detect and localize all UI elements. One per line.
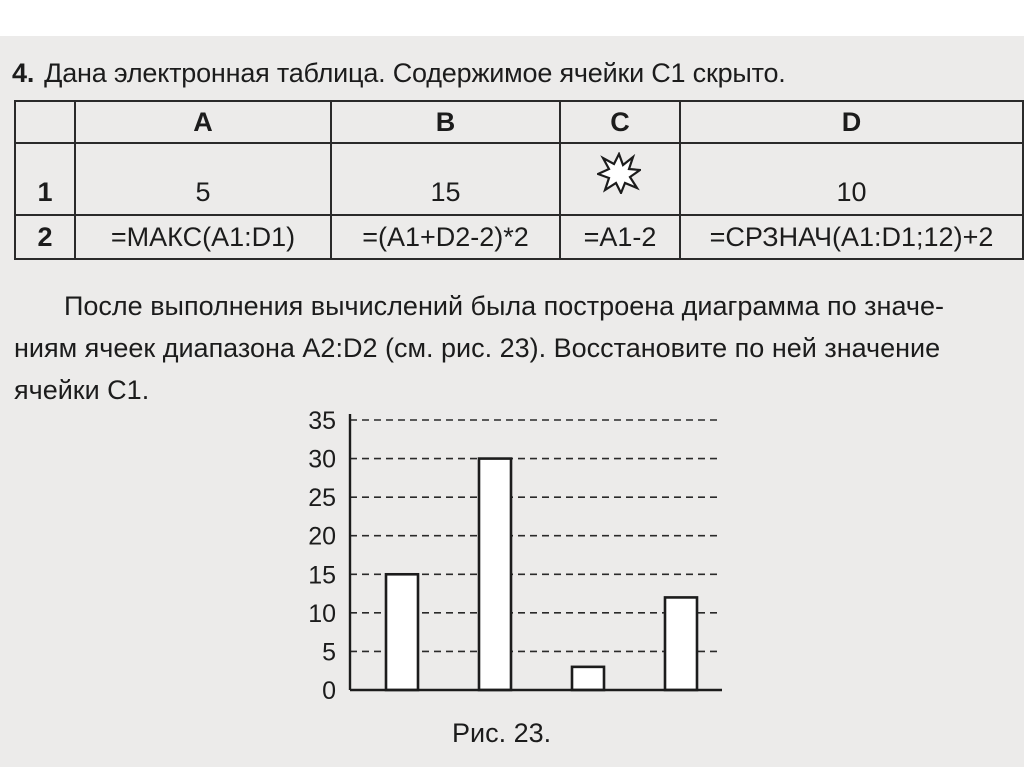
- y-tick-label: 10: [308, 599, 336, 628]
- problem-statement: [12, 58, 786, 89]
- y-tick-label: 20: [308, 522, 336, 551]
- task-paragraph: [14, 285, 1014, 411]
- y-tick-label: 15: [308, 561, 336, 590]
- burst-icon: [597, 152, 641, 194]
- column-header-c: C: [560, 101, 680, 143]
- corner-cell: [15, 101, 75, 143]
- problem-text: Дана электронная таблица. Содержимое ячейки C1 скрыто.: [44, 58, 786, 88]
- bar: [572, 667, 604, 690]
- column-header-a: A: [75, 101, 331, 143]
- cell-a1: 5: [75, 143, 331, 215]
- column-header-d: D: [680, 101, 1023, 143]
- column-header-b: B: [331, 101, 560, 143]
- paragraph-line-1: После выполнения вычислений была построена диаграмма по значе-: [64, 291, 944, 321]
- bar: [386, 574, 418, 690]
- spreadsheet-table: [14, 100, 1024, 260]
- bar-chart: [290, 400, 730, 712]
- paragraph-line-3: ячейки C1.: [14, 375, 150, 405]
- problem-number: 4.: [12, 58, 35, 88]
- table-row: [15, 215, 1023, 259]
- row-label-1: 1: [15, 143, 75, 215]
- y-tick-label: 0: [322, 677, 336, 705]
- y-tick-label: 5: [322, 638, 336, 667]
- bar: [665, 597, 697, 690]
- paragraph-line-2: ниям ячеек диапазона A2:D2 (см. рис. 23). Восстановите по ней значение: [14, 333, 941, 363]
- figure-caption: Рис. 23.: [452, 718, 552, 748]
- table-row: [15, 143, 1023, 215]
- cell-c1: [560, 143, 680, 215]
- header-row: [15, 101, 1023, 143]
- cell-d1: 10: [680, 143, 1023, 215]
- cell-b1: 15: [331, 143, 560, 215]
- cell-d2: =СРЗНАЧ(A1:D1;12)+2: [680, 215, 1023, 259]
- cell-a2: =МАКС(A1:D1): [75, 215, 331, 259]
- bar: [479, 459, 511, 690]
- y-tick-label: 30: [308, 445, 336, 474]
- cell-c2: =A1-2: [560, 215, 680, 259]
- cell-b2: =(A1+D2-2)*2: [331, 215, 560, 259]
- y-tick-label: 35: [308, 407, 336, 435]
- row-label-2: 2: [15, 215, 75, 259]
- y-tick-label: 25: [308, 484, 336, 513]
